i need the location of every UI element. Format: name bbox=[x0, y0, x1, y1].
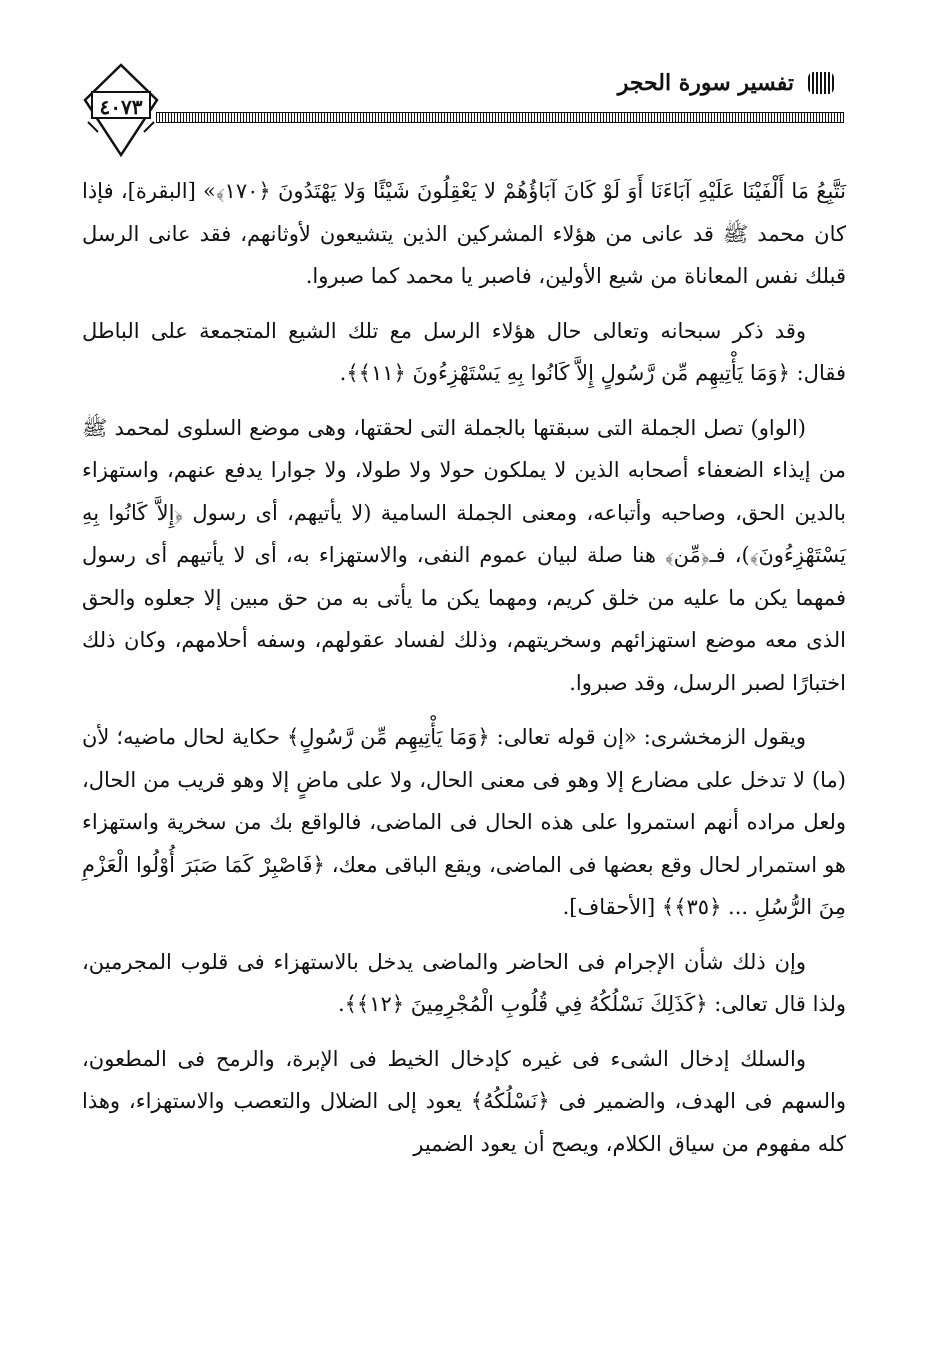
running-title: تفسير سورة الحجر bbox=[617, 70, 794, 96]
page-number: ٤٠٧٣ bbox=[99, 95, 143, 119]
page-header bbox=[82, 62, 844, 162]
header-rule bbox=[156, 112, 844, 123]
paragraph: وإن ذلك شأن الإجرام فى الحاضر والماضى يدخل بالاستهزاء فى قلوب المجرمين، ولذا قال تعالى: ﴿كَذَلِكَ نَسْلُكُهُ فِي قُلُوبِ الْمُجْرِمِينَ ﴿١٢﴾﴾. bbox=[82, 949, 846, 1016]
paragraph: (الواو) تصل الجملة التى سبقتها بالجملة التى لحقتها، وهى موضع السلوى لمحمد ﷺ من إيذاء الضعفاء أصحابه الذين لا يملكون حولا ولا طولا، ولا جوارا يدفع عنهم، واستهزاء بالدين الحق، وصاحبه وأتباعه، ومعنى الجملة السامية (لا يأتيهم، أى رسول ﴿إِلاَّ كَانُوا بِهِ يَسْتَهْزِءُونَ﴾)، فـ﴿مِّن﴾ هنا صلة لبيان عموم النفى، والاستهزاء به، أى لا يأتيهم أى رسول فمهما يكن ما عليه من خلق كريم، ومهما يكن ما يأتى به من حق مبين إلا جعلوه والحق الذى معه موضع استهزائهم وسخريتهم، وذلك لفساد عقولهم، وسفه أحلامهم، وكان ذلك اختبارًا لصبر الرسل، وقد صبروا. bbox=[82, 415, 846, 695]
paragraph: نَتَّبِعُ مَا أَلْفَيْنَا عَلَيْهِ آبَاءَنَا أَوَ لَوْ كَانَ آبَاؤُهُمْ لا يَعْقِلُونَ شَيْئًا وَلا يَهْتَدُونَ ﴿١٧٠﴾» [البقرة]، فإذا كان محمد ﷺ قد عانى من هؤلاء المشركين الذين يتشيعون لأوثانهم، فقد عانى الرسل قبلك نفس المعاناة من شيع الأولين، فاصبر يا محمد كما صبروا. bbox=[82, 179, 846, 288]
paragraph: وقد ذكر سبحانه وتعالى حال هؤلاء الرسل مع تلك الشيع المتجمعة على الباطل فقال: ﴿وَمَا يَأْتِيهِم مِّن رَّسُولٍ إِلاَّ كَانُوا بِهِ يَسْتَهْزِءُونَ ﴿١١﴾﴾. bbox=[82, 318, 846, 385]
ornament-icon bbox=[808, 72, 834, 94]
paragraph: ويقول الزمخشرى: «إن قوله تعالى: ﴿وَمَا يَأْتِيهِم مِّن رَّسُولٍ﴾ حكاية لحال ماضيه؛ لأن (ما) لا تدخل على مضارع إلا وهو فى معنى الحال، ولا على ماضٍ إلا وهو قريب من الحال، ولعل مراده أنهم استمروا على هذه الحال فى الماضى، فالواقع بك من سخرية واستهزاء هو استمرار لحال وقع بعضها فى الماضى، ويقع الباقى معك، ﴿فَاصْبِرْ كَمَا صَبَرَ أُوْلُوا الْعَزْمِ مِنَ الرُّسُلِ ... ﴿٣٥﴾﴾ [الأحقاف]. bbox=[82, 725, 846, 919]
paragraph: والسلك إدخال الشىء فى غيره كإدخال الخيط فى الإبرة، والرمح فى المطعون، والسهم فى الهدف، والضمير فى ﴿نَسْلُكُهُ﴾ يعود إلى الضلال والتعصب والاستهزاء، وهذا كله مفهوم من سياق الكلام، ويصح أن يعود الضمير bbox=[82, 1046, 846, 1156]
page-body bbox=[82, 170, 846, 1177]
page-number-badge bbox=[82, 62, 160, 158]
